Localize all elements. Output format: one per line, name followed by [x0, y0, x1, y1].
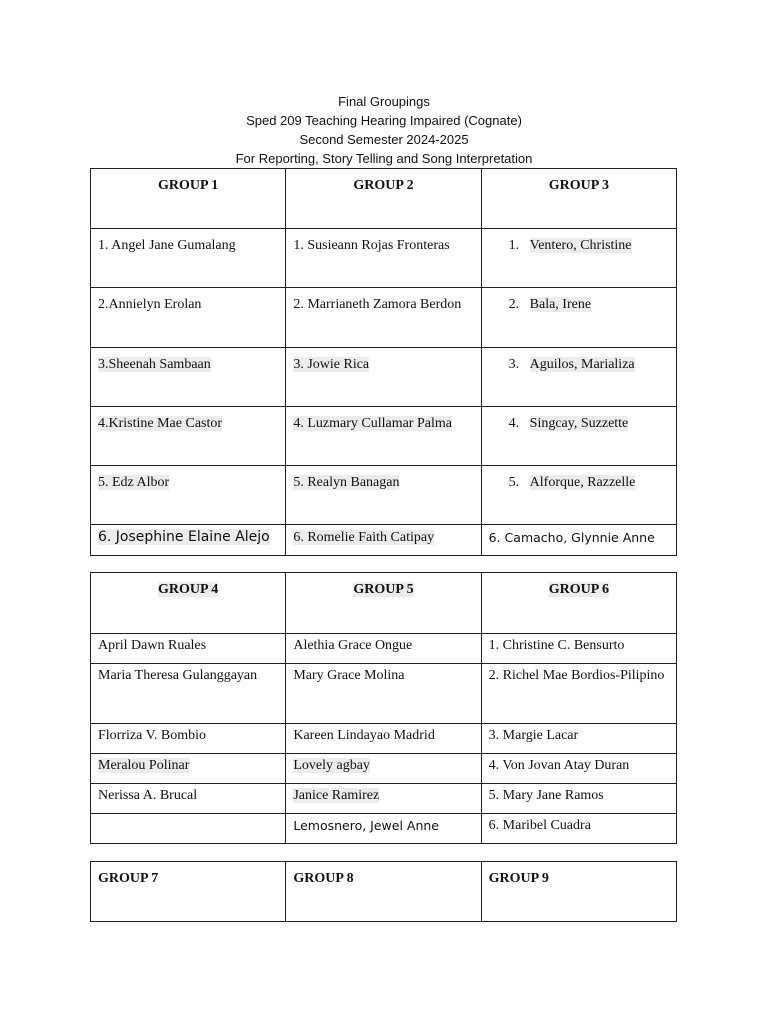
member-name: Janice Ramirez — [293, 788, 380, 803]
document-header — [0, 92, 768, 168]
list-number: 5. — [508, 475, 520, 490]
member-name: 6. Josephine Elaine Alejo — [98, 529, 270, 545]
table-row — [91, 466, 677, 525]
member-name: April Dawn Ruales — [98, 638, 207, 653]
member-name: Singcay, Suzzette — [529, 416, 629, 431]
member-name: Kareen Lindayao Madrid — [293, 728, 435, 743]
member-name: Lemosnero, Jewel Anne — [293, 818, 439, 833]
member-name: 4. Luzmary Cullamar Palma — [293, 416, 452, 431]
member-name: 3.Sheenah Sambaan — [98, 357, 211, 372]
member-name: Florriza V. Bombio — [98, 728, 206, 743]
table-header-row — [91, 573, 677, 634]
member-name: 3. Jowie Rica — [293, 357, 370, 372]
list-number: 4. — [508, 416, 520, 431]
member-name: 1. Christine C. Bensurto — [488, 638, 625, 653]
group-5-header: GROUP 5 — [353, 582, 414, 597]
table-row — [91, 724, 677, 754]
member-name: Aguilos, Marializa — [529, 357, 635, 372]
member-name: Alethia Grace Ongue — [293, 638, 413, 653]
table-row — [91, 348, 677, 407]
group-9-header: GROUP 9 — [481, 862, 676, 922]
member-name: Alforque, Razzelle — [529, 475, 636, 490]
course-title: Sped 209 Teaching Hearing Impaired (Cognate) — [246, 113, 522, 128]
group-6-header: GROUP 6 — [548, 582, 609, 597]
group-1-header: GROUP 1 — [91, 169, 286, 229]
purpose: For Reporting, Story Telling and Song Interpretation — [235, 151, 533, 166]
group-7-header: GROUP 7 — [91, 862, 286, 922]
group-3-header: GROUP 3 — [481, 169, 676, 229]
table-row — [91, 814, 677, 844]
table-row — [91, 634, 677, 664]
group-2-header: GROUP 2 — [286, 169, 481, 229]
member-name: 2.Annielyn Erolan — [98, 297, 202, 312]
member-name: Lovely agbay — [293, 758, 370, 773]
table-row — [91, 525, 677, 556]
member-name: 2. Marrianeth Zamora Berdon — [293, 297, 462, 312]
groups-table-4-6 — [90, 572, 677, 844]
member-name: 3. Margie Lacar — [488, 728, 579, 743]
member-name: 1. Susieann Rojas Fronteras — [293, 238, 450, 253]
table-row — [91, 229, 677, 288]
member-name: 6. Romelie Faith Catipay — [293, 530, 435, 545]
table-row — [91, 407, 677, 466]
member-name: Bala, Irene — [529, 297, 592, 312]
member-name: Maria Theresa Gulanggayan — [98, 668, 258, 683]
table-row — [91, 288, 677, 348]
member-name: Ventero, Christine — [529, 238, 632, 253]
list-number: 1. — [508, 238, 520, 253]
table-row — [91, 754, 677, 784]
member-name: 1. Angel Jane Gumalang — [98, 238, 236, 253]
doc-title: Final Groupings — [338, 94, 430, 109]
member-name: Meralou Polinar — [98, 758, 190, 773]
list-number: 2. — [508, 297, 520, 312]
member-name: Nerissa A. Brucal — [98, 788, 198, 803]
member-name: 4. Von Jovan Atay Duran — [488, 758, 630, 773]
member-name: Mary Grace Molina — [293, 668, 405, 683]
member-name: 6. Camacho, Glynnie Anne — [488, 530, 655, 545]
table-row — [91, 664, 677, 724]
member-name: 5. Realyn Banagan — [293, 475, 400, 490]
table-header-row — [91, 169, 677, 229]
list-number: 3. — [508, 357, 520, 372]
semester: Second Semester 2024-2025 — [299, 132, 469, 147]
member-name: 2. Richel Mae Bordios-Pilipino — [488, 668, 665, 683]
member-name: 5. Edz Albor — [98, 475, 170, 490]
table-header-row — [91, 862, 677, 922]
group-4-header: GROUP 4 — [158, 582, 219, 597]
member-name: 6. Maribel Cuadra — [488, 818, 591, 833]
table-row — [91, 784, 677, 814]
member-name: 4.Kristine Mae Castor — [98, 416, 223, 431]
member-name: 5. Mary Jane Ramos — [488, 788, 604, 803]
group-8-header: GROUP 8 — [286, 862, 481, 922]
groups-table-1-3 — [90, 168, 677, 556]
groups-table-7-9 — [90, 861, 677, 922]
